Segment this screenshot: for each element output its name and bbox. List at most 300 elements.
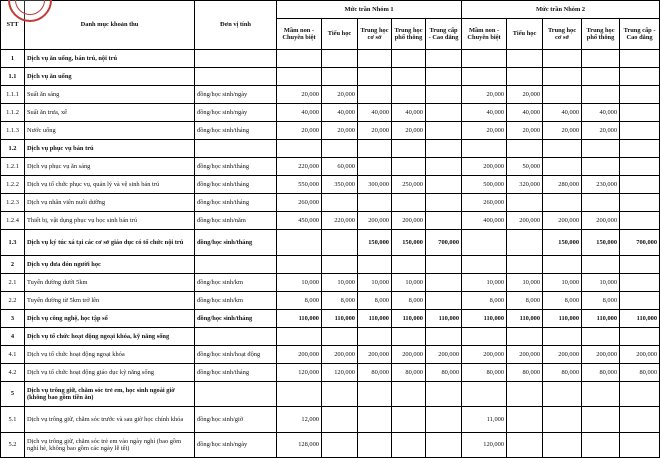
group-2-value	[462, 230, 507, 256]
group-2-value	[462, 256, 507, 274]
row-stt: 1.2	[1, 140, 25, 158]
group-2-value: 110,000	[507, 310, 543, 328]
group-1-value	[392, 407, 426, 433]
group-1-value	[358, 194, 392, 212]
group-2-value	[620, 176, 660, 194]
table-row	[1, 310, 660, 328]
group-1-value: 20,000	[277, 86, 322, 104]
group-2-value	[507, 50, 543, 68]
group-1-value: 260,000	[277, 194, 322, 212]
table-row	[1, 433, 660, 458]
group-1-value	[426, 68, 462, 86]
group-1-value: 110,000	[426, 310, 462, 328]
row-stt: 2	[1, 256, 25, 274]
group-1-value: 12,000	[277, 407, 322, 433]
group-1-value: 550,000	[277, 176, 322, 194]
group-2-value: 40,000	[462, 104, 507, 122]
row-unit: đồng/học sinh/tháng	[195, 364, 277, 382]
row-unit: đồng/học sinh/tháng	[195, 230, 277, 256]
table-row	[1, 346, 660, 364]
group-1-value	[322, 68, 358, 86]
group-2-value: 150,000	[543, 230, 582, 256]
header-level: Trung cấp - Cao đẳng	[426, 19, 462, 50]
table-row	[1, 292, 660, 310]
group-2-value	[543, 140, 582, 158]
row-category: Tuyến đường dưới 5km	[25, 274, 195, 292]
group-1-value: 200,000	[392, 346, 426, 364]
group-1-value: 20,000	[322, 86, 358, 104]
group-1-value	[277, 256, 322, 274]
group-1-value	[426, 158, 462, 176]
row-category: Dịch vụ nhân viên nuôi dưỡng	[25, 194, 195, 212]
group-1-value: 200,000	[322, 346, 358, 364]
row-stt: 1.2.2	[1, 176, 25, 194]
row-category: Tuyến đường từ 5km trở lên	[25, 292, 195, 310]
group-1-value: 20,000	[322, 122, 358, 140]
group-2-value: 200,000	[620, 346, 660, 364]
group-2-value: 80,000	[543, 364, 582, 382]
row-unit	[195, 50, 277, 68]
group-2-value	[507, 328, 543, 346]
group-2-value	[620, 50, 660, 68]
group-1-value	[426, 433, 462, 458]
group-2-value: 20,000	[507, 122, 543, 140]
group-2-value: 80,000	[462, 364, 507, 382]
group-1-value	[426, 382, 462, 407]
group-2-value: 80,000	[507, 364, 543, 382]
group-1-value: 20,000	[358, 122, 392, 140]
group-2-value	[462, 382, 507, 407]
row-unit: đồng/học sinh/tháng	[195, 194, 277, 212]
group-1-value: 150,000	[358, 230, 392, 256]
group-1-value: 10,000	[358, 274, 392, 292]
group-1-value	[358, 68, 392, 86]
group-1-value: 220,000	[322, 212, 358, 230]
group-2-value	[507, 256, 543, 274]
row-unit	[195, 328, 277, 346]
group-2-value	[543, 407, 582, 433]
group-2-value: 200,000	[543, 346, 582, 364]
group-2-value	[620, 68, 660, 86]
group-2-value	[620, 158, 660, 176]
group-1-value: 700,000	[426, 230, 462, 256]
row-category: Dịch vụ tổ chức hoạt động ngoại khóa	[25, 346, 195, 364]
group-2-value: 230,000	[582, 176, 620, 194]
group-2-value	[543, 68, 582, 86]
group-2-value: 260,000	[462, 194, 507, 212]
group-1-value	[426, 292, 462, 310]
group-2-value: 200,000	[582, 212, 620, 230]
group-2-value	[620, 407, 660, 433]
table-row	[1, 68, 660, 86]
header-unit: Đơn vị tính	[195, 1, 277, 50]
row-unit	[195, 68, 277, 86]
group-2-value	[582, 256, 620, 274]
group-1-value	[322, 433, 358, 458]
group-1-value: 40,000	[322, 104, 358, 122]
group-2-value: 400,000	[462, 212, 507, 230]
group-1-value	[277, 230, 322, 256]
header-level: Trung học cơ sở	[543, 19, 582, 50]
group-1-value: 8,000	[392, 292, 426, 310]
group-2-value: 20,000	[507, 86, 543, 104]
table-row	[1, 364, 660, 382]
row-category: Dịch vụ tổ chức hoạt động ngoại khóa, kỹ năng sống	[25, 328, 195, 346]
row-stt: 1	[1, 50, 25, 68]
group-2-value	[582, 382, 620, 407]
group-2-value	[620, 433, 660, 458]
group-1-value	[322, 50, 358, 68]
row-category: Dịch vụ đưa đón người học	[25, 256, 195, 274]
row-category: Dịch vụ ăn uống, bán trú, nội trú	[25, 50, 195, 68]
group-2-value: 10,000	[582, 274, 620, 292]
group-1-value	[358, 86, 392, 104]
group-2-value	[582, 407, 620, 433]
header-category: Danh mục khoản thu	[25, 1, 195, 50]
group-2-value: 320,000	[507, 176, 543, 194]
group-1-value: 8,000	[358, 292, 392, 310]
group-1-value: 40,000	[358, 104, 392, 122]
group-2-value	[620, 194, 660, 212]
group-1-value: 120,000	[277, 364, 322, 382]
row-stt: 4.1	[1, 346, 25, 364]
header-level: Mầm non - Chuyên biệt	[462, 19, 507, 50]
group-2-value	[620, 212, 660, 230]
group-2-value: 200,000	[582, 346, 620, 364]
header-group-1: Mức trần Nhóm 1	[277, 1, 462, 19]
group-1-value	[358, 256, 392, 274]
group-2-value: 110,000	[582, 310, 620, 328]
group-2-value: 10,000	[507, 274, 543, 292]
group-2-value: 8,000	[462, 292, 507, 310]
row-stt: 3	[1, 310, 25, 328]
group-1-value: 200,000	[358, 346, 392, 364]
row-stt: 1.1.2	[1, 104, 25, 122]
table-row	[1, 140, 660, 158]
group-2-value: 40,000	[582, 104, 620, 122]
row-stt: 5.2	[1, 433, 25, 458]
group-2-value: 10,000	[462, 274, 507, 292]
group-1-value: 110,000	[277, 310, 322, 328]
group-1-value	[392, 194, 426, 212]
group-1-value	[358, 50, 392, 68]
header-level: Trung học cơ sở	[358, 19, 392, 50]
row-unit: đồng/học sinh/km	[195, 274, 277, 292]
row-unit	[195, 140, 277, 158]
table-row	[1, 104, 660, 122]
table-row	[1, 407, 660, 433]
group-2-value: 11,000	[462, 407, 507, 433]
row-unit	[195, 256, 277, 274]
group-2-value: 50,000	[507, 158, 543, 176]
table-row	[1, 122, 660, 140]
table-row	[1, 328, 660, 346]
header-level: Tiểu học	[507, 19, 543, 50]
row-unit: đồng/học sinh/tháng	[195, 310, 277, 328]
group-1-value: 110,000	[392, 310, 426, 328]
group-2-value	[620, 256, 660, 274]
group-2-value	[582, 50, 620, 68]
group-2-value	[543, 328, 582, 346]
table-row	[1, 194, 660, 212]
group-1-value	[322, 140, 358, 158]
group-1-value: 20,000	[277, 122, 322, 140]
group-1-value: 350,000	[322, 176, 358, 194]
group-2-value	[582, 328, 620, 346]
group-2-value	[620, 104, 660, 122]
group-1-value	[426, 256, 462, 274]
group-1-value	[358, 407, 392, 433]
group-2-value: 120,000	[462, 433, 507, 458]
group-1-value: 220,000	[277, 158, 322, 176]
row-stt: 1.2.3	[1, 194, 25, 212]
group-1-value	[358, 433, 392, 458]
header-stt: STT	[1, 1, 25, 50]
group-1-value: 200,000	[358, 212, 392, 230]
group-2-value: 20,000	[582, 122, 620, 140]
row-category: Dịch vụ phục vụ bán trú	[25, 140, 195, 158]
table-row	[1, 256, 660, 274]
group-1-value	[426, 50, 462, 68]
group-1-value	[392, 256, 426, 274]
group-2-value	[543, 194, 582, 212]
group-2-value: 8,000	[582, 292, 620, 310]
group-1-value	[392, 158, 426, 176]
group-1-value: 110,000	[322, 310, 358, 328]
row-stt: 5.1	[1, 407, 25, 433]
group-1-value	[322, 382, 358, 407]
group-1-value: 200,000	[277, 346, 322, 364]
header-level: Trung cấp - Cao đẳng	[620, 19, 660, 50]
group-2-value	[620, 86, 660, 104]
header-group-2: Mức trần Nhóm 2	[462, 1, 660, 19]
group-1-value	[392, 68, 426, 86]
group-1-value: 120,000	[322, 364, 358, 382]
group-2-value	[543, 50, 582, 68]
row-category: Suất ăn sáng	[25, 86, 195, 104]
group-2-value	[462, 50, 507, 68]
group-1-value: 40,000	[392, 104, 426, 122]
group-1-value: 450,000	[277, 212, 322, 230]
group-2-value: 20,000	[543, 122, 582, 140]
group-2-value	[507, 382, 543, 407]
row-category: Dịch vụ tổ chức hoạt động giáo dục kỹ năng sống	[25, 364, 195, 382]
group-1-value: 80,000	[358, 364, 392, 382]
table-row	[1, 50, 660, 68]
row-unit: đồng/học sinh/ngày	[195, 104, 277, 122]
group-2-value	[507, 433, 543, 458]
group-1-value	[426, 328, 462, 346]
row-category: Dịch vụ phục vụ ăn sáng	[25, 158, 195, 176]
group-1-value: 150,000	[392, 230, 426, 256]
group-1-value: 200,000	[426, 346, 462, 364]
group-1-value	[277, 68, 322, 86]
group-2-value	[507, 230, 543, 256]
group-2-value	[582, 158, 620, 176]
group-1-value	[277, 140, 322, 158]
group-1-value	[358, 158, 392, 176]
group-2-value	[620, 122, 660, 140]
group-2-value	[543, 256, 582, 274]
group-1-value: 8,000	[277, 292, 322, 310]
group-1-value: 10,000	[392, 274, 426, 292]
table-row	[1, 212, 660, 230]
group-1-value	[426, 194, 462, 212]
group-1-value	[426, 140, 462, 158]
row-category: Suất ăn trưa, xế	[25, 104, 195, 122]
group-1-value	[322, 407, 358, 433]
row-category: Dịch vụ trông giữ, chăm sóc trẻ em, học sinh ngoài giờ (không bao gồm tiền ăn)	[25, 382, 195, 407]
row-unit: đồng/học sinh/tháng	[195, 158, 277, 176]
group-2-value	[620, 292, 660, 310]
group-1-value	[322, 230, 358, 256]
group-1-value	[426, 407, 462, 433]
group-2-value	[543, 433, 582, 458]
group-1-value	[392, 50, 426, 68]
group-2-value: 500,000	[462, 176, 507, 194]
table-row	[1, 382, 660, 407]
group-1-value: 20,000	[392, 122, 426, 140]
row-unit: đồng/học sinh/tháng	[195, 176, 277, 194]
row-stt: 1.1.3	[1, 122, 25, 140]
group-1-value: 10,000	[277, 274, 322, 292]
group-1-value: 80,000	[426, 364, 462, 382]
group-2-value: 40,000	[543, 104, 582, 122]
table-row	[1, 158, 660, 176]
group-2-value	[620, 382, 660, 407]
row-stt: 5	[1, 382, 25, 407]
group-2-value	[462, 328, 507, 346]
row-unit: đồng/học sinh/tháng	[195, 122, 277, 140]
group-2-value	[582, 194, 620, 212]
group-2-value: 40,000	[507, 104, 543, 122]
group-2-value	[620, 140, 660, 158]
row-category: Thiết bị, vật dụng phục vụ học sinh bán trú	[25, 212, 195, 230]
group-1-value: 8,000	[322, 292, 358, 310]
table-row	[1, 274, 660, 292]
group-2-value: 110,000	[462, 310, 507, 328]
row-stt: 1.2.4	[1, 212, 25, 230]
group-1-value	[426, 104, 462, 122]
group-2-value	[462, 140, 507, 158]
row-unit: đồng/học sinh/năm	[195, 212, 277, 230]
row-stt: 1.2.1	[1, 158, 25, 176]
group-1-value	[426, 176, 462, 194]
row-stt: 4	[1, 328, 25, 346]
group-1-value	[277, 382, 322, 407]
group-2-value	[543, 382, 582, 407]
header-level: Tiểu học	[322, 19, 358, 50]
group-1-value: 110,000	[358, 310, 392, 328]
group-1-value	[322, 194, 358, 212]
group-1-value: 300,000	[358, 176, 392, 194]
group-2-value	[582, 86, 620, 104]
group-1-value	[277, 50, 322, 68]
group-2-value: 110,000	[543, 310, 582, 328]
row-unit: đồng/học sinh/ngày	[195, 86, 277, 104]
group-2-value	[507, 407, 543, 433]
header-level: Trung học phổ thông	[392, 19, 426, 50]
row-category: Dịch vụ công nghệ, học tập số	[25, 310, 195, 328]
group-2-value: 80,000	[620, 364, 660, 382]
group-1-value	[392, 382, 426, 407]
row-category: Dịch vụ tổ chức phục vụ, quản lý và vệ sinh bán trú	[25, 176, 195, 194]
group-2-value: 200,000	[507, 212, 543, 230]
group-2-value	[543, 158, 582, 176]
group-2-value: 80,000	[582, 364, 620, 382]
group-1-value: 40,000	[277, 104, 322, 122]
group-2-value: 700,000	[620, 230, 660, 256]
group-1-value	[426, 122, 462, 140]
group-2-value	[543, 86, 582, 104]
group-1-value: 128,000	[277, 433, 322, 458]
row-category: Dịch vụ ăn uống	[25, 68, 195, 86]
table-body	[1, 50, 660, 458]
group-2-value	[620, 274, 660, 292]
group-1-value	[392, 433, 426, 458]
row-unit: đồng/học sinh/hoạt động	[195, 346, 277, 364]
row-category: Dịch vụ trông giữ, chăm sóc trẻ em vào ngày nghỉ (bao gồm nghỉ hè, không bao gồm các ngày lễ tết)	[25, 433, 195, 458]
group-2-value: 8,000	[543, 292, 582, 310]
group-1-value: 60,000	[322, 158, 358, 176]
group-2-value	[507, 140, 543, 158]
row-stt: 4.2	[1, 364, 25, 382]
group-1-value	[322, 256, 358, 274]
header-level: Trung học phổ thông	[582, 19, 620, 50]
row-category: Nước uống	[25, 122, 195, 140]
row-stt: 1.3	[1, 230, 25, 256]
group-2-value: 200,000	[462, 346, 507, 364]
row-unit: đồng/học sinh/ngày	[195, 433, 277, 458]
group-2-value: 20,000	[462, 86, 507, 104]
group-2-value	[620, 328, 660, 346]
group-2-value: 280,000	[543, 176, 582, 194]
row-category: Dịch vụ trông giữ, chăm sóc trước và sau giờ học chính khóa	[25, 407, 195, 433]
group-1-value: 10,000	[322, 274, 358, 292]
group-2-value: 200,000	[507, 346, 543, 364]
group-1-value	[322, 328, 358, 346]
table-row	[1, 230, 660, 256]
group-2-value: 8,000	[507, 292, 543, 310]
group-1-value: 250,000	[392, 176, 426, 194]
row-unit	[195, 382, 277, 407]
row-stt: 2.2	[1, 292, 25, 310]
group-2-value: 150,000	[582, 230, 620, 256]
header-level: Mầm non - Chuyên biệt	[277, 19, 322, 50]
group-2-value: 200,000	[462, 158, 507, 176]
group-2-value	[507, 68, 543, 86]
group-2-value	[582, 140, 620, 158]
table-row	[1, 86, 660, 104]
group-1-value	[392, 328, 426, 346]
group-1-value	[426, 212, 462, 230]
row-stt: 1.1	[1, 68, 25, 86]
row-stt: 1.1.1	[1, 86, 25, 104]
group-1-value	[426, 86, 462, 104]
group-1-value	[358, 328, 392, 346]
group-2-value: 200,000	[543, 212, 582, 230]
row-unit: đồng/học sinh/km	[195, 292, 277, 310]
group-2-value: 110,000	[620, 310, 660, 328]
table-row	[1, 176, 660, 194]
row-category: Dịch vụ ký túc xá tại các cơ sở giáo dục có tổ chức nội trú	[25, 230, 195, 256]
group-1-value: 200,000	[392, 212, 426, 230]
row-stt: 2.1	[1, 274, 25, 292]
group-1-value	[358, 140, 392, 158]
group-1-value: 80,000	[392, 364, 426, 382]
group-1-value	[392, 86, 426, 104]
group-2-value	[582, 433, 620, 458]
